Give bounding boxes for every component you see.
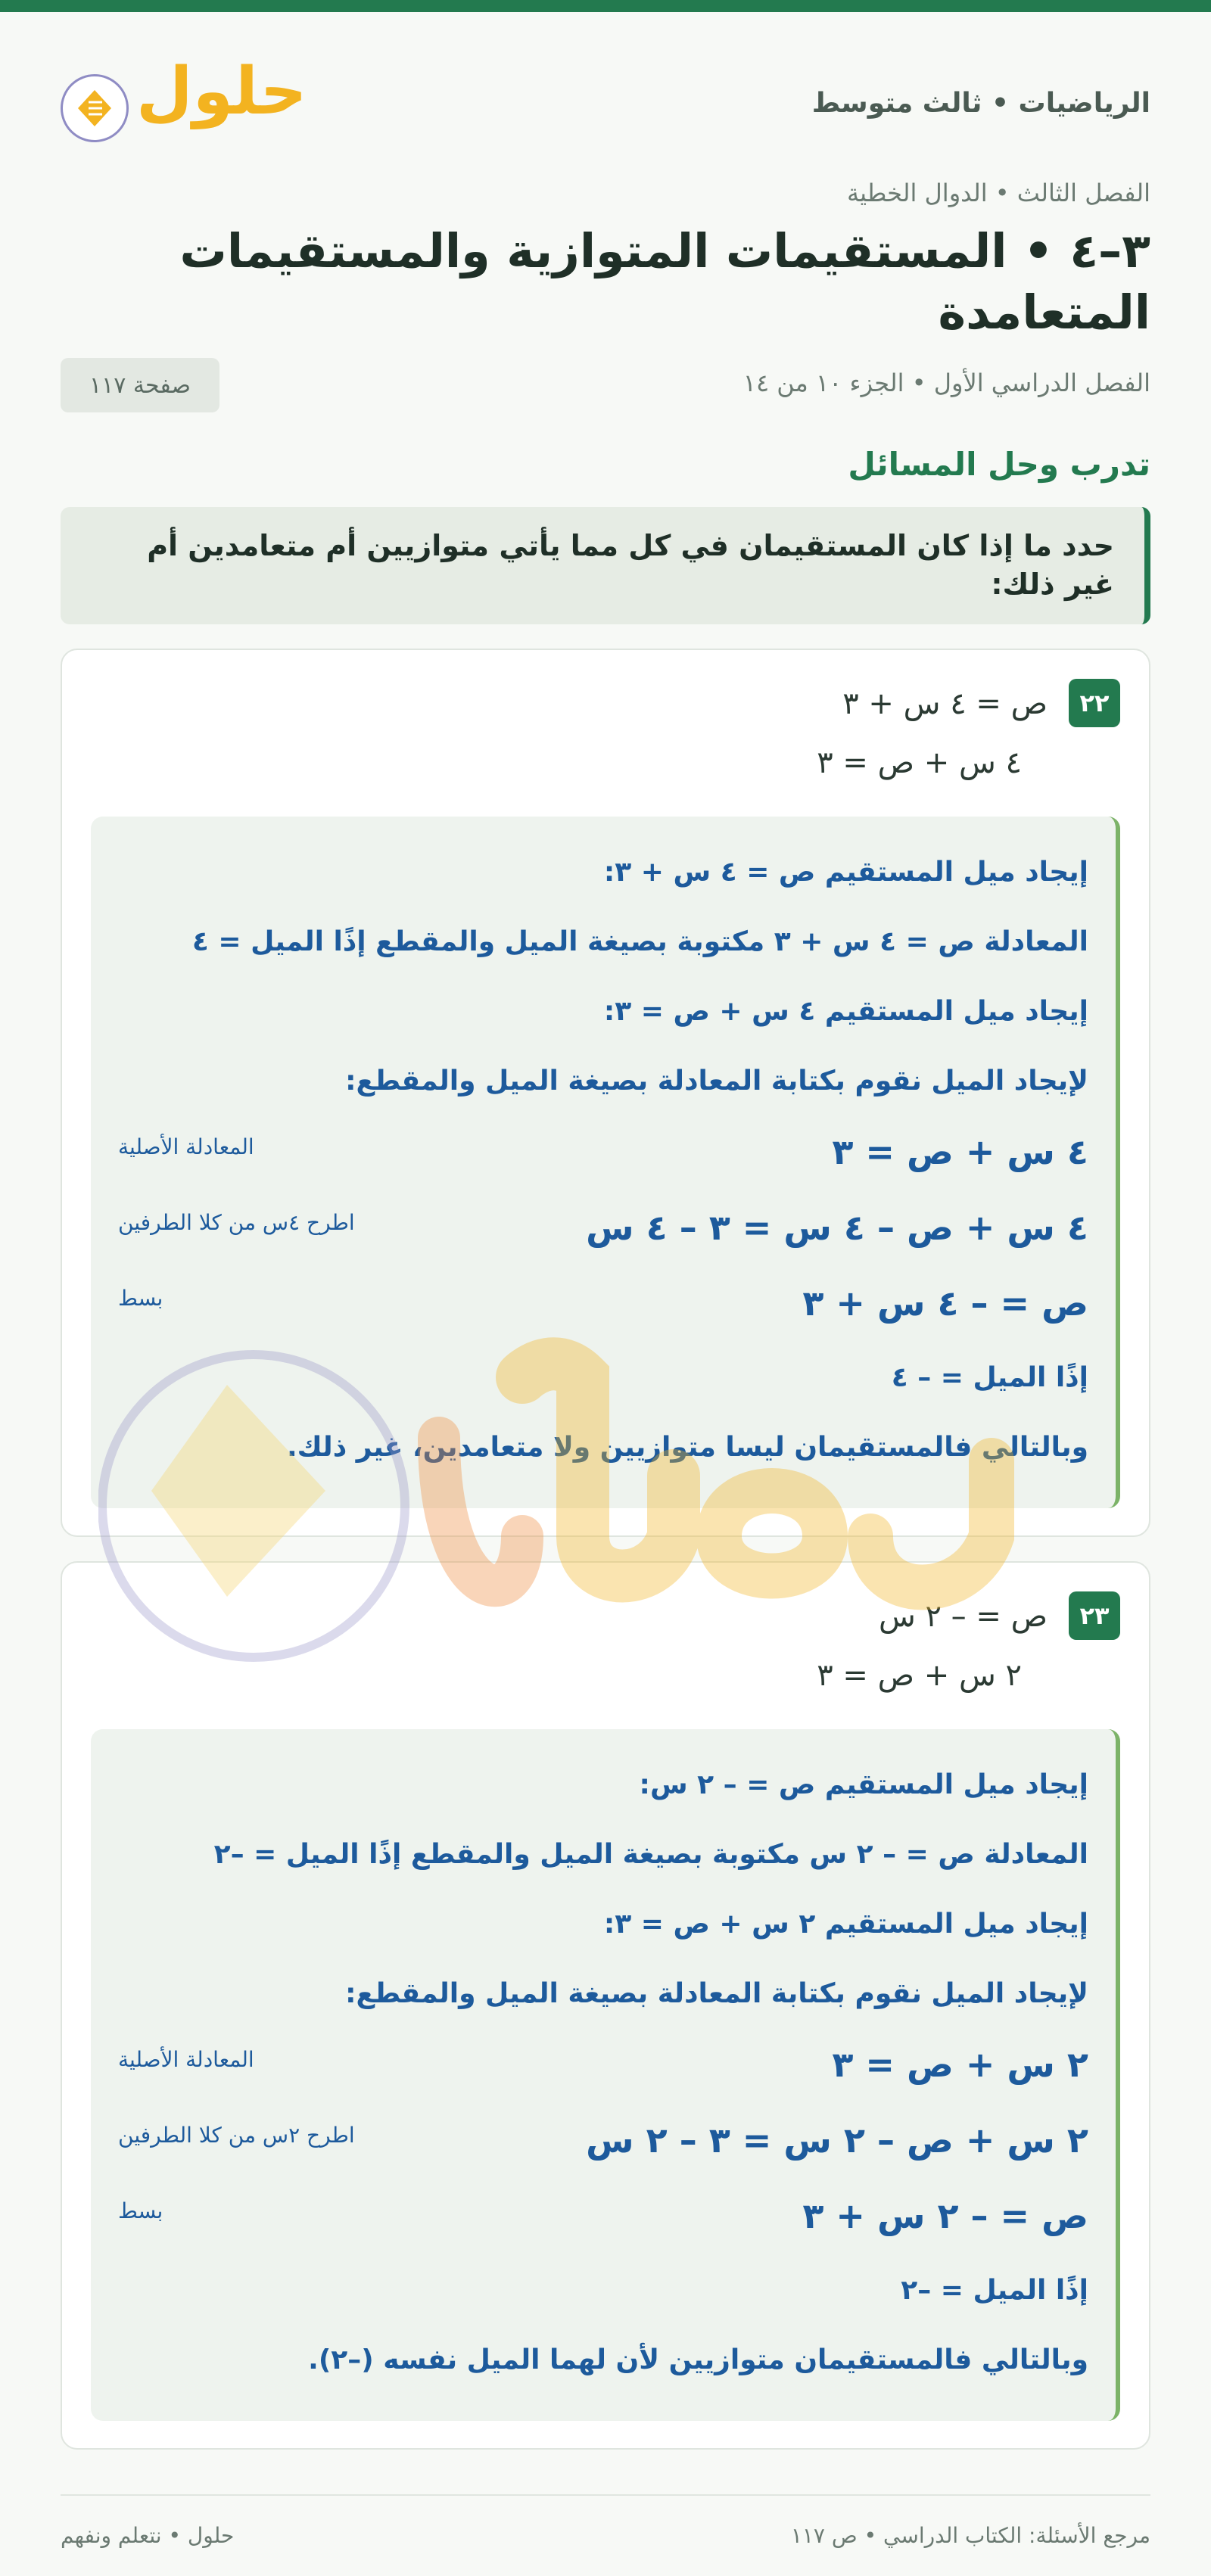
- solution-line: لإيجاد الميل نقوم بكتابة المعادلة بصيغة الميل والمقطع:: [345, 1065, 1088, 1097]
- solution-step: [118, 2029, 1088, 2105]
- semester-label: الفصل الدراسي الأول • الجزء ١٠ من ١٤: [742, 369, 1150, 398]
- question-card: [61, 1561, 1150, 2450]
- question-header: [91, 1591, 1120, 1723]
- step-equation: ص = – ٤ س + ٣: [802, 1282, 1088, 1324]
- question-equation-1: ص = – ٢ س: [878, 1598, 1048, 1634]
- solution-step: [118, 1268, 1088, 1343]
- solution-conclusion: وبالتالي فالمستقيمان ليسا متوازيين ولا متعامدين، غير ذلك.: [286, 1431, 1088, 1463]
- solution-box: [91, 1729, 1120, 2421]
- solution-line: إذًا الميل = –٢: [901, 2274, 1088, 2306]
- page-content: [0, 12, 1211, 2450]
- footer-reference: مرجع الأسئلة: الكتاب الدراسي • ص ١١٧: [790, 2523, 1150, 2548]
- step-equation: ٢ س + ص = ٣: [832, 2043, 1088, 2085]
- solution-line: المعادلة ص = ٤ س + ٣ مكتوبة بصيغة الميل والمقطع إذًا الميل = ٤: [191, 926, 1088, 957]
- logo-wordmark: حلول: [136, 54, 307, 129]
- step-equation: ٤ س + ص – ٤ س = ٣ – ٤ س: [586, 1206, 1088, 1248]
- step-note: بسط: [118, 2198, 163, 2223]
- page-title: ٣–٤ • المستقيمات المتوازية والمستقيمات المتعامدة: [179, 223, 1150, 340]
- step-note: اطرح ٤س من كلا الطرفين: [118, 1209, 355, 1235]
- solution-line: لإيجاد الميل نقوم بكتابة المعادلة بصيغة الميل والمقطع:: [345, 1977, 1088, 2009]
- solution-line: إذًا الميل = – ٤: [891, 1361, 1088, 1393]
- step-note: اطرح ٢س من كلا الطرفين: [118, 2122, 355, 2148]
- step-note: المعادلة الأصلية: [118, 1134, 254, 1159]
- solution-box: [91, 817, 1120, 1508]
- solution-step: [118, 2105, 1088, 2180]
- instruction-box: حدد ما إذا كان المستقيمان في كل مما يأتي متوازيين أم متعامدين أم غير ذلك:: [61, 507, 1150, 624]
- question-card: [61, 649, 1150, 1537]
- solution-conclusion: وبالتالي فالمستقيمان متوازيين لأن لهما الميل نفسه (–٢).: [308, 2344, 1088, 2375]
- page-badge: صفحة ١١٧: [61, 358, 219, 412]
- section-title: تدرب وحل المسائل: [848, 446, 1150, 484]
- question-number-badge: ٢٣: [1069, 1591, 1120, 1640]
- page-header: [61, 12, 1150, 173]
- question-number-badge: ٢٢: [1069, 679, 1120, 727]
- book-icon: [61, 74, 129, 142]
- solution-step: [118, 1192, 1088, 1268]
- question-equation-2: ٢ س + ص = ٣: [817, 1657, 1022, 1693]
- question-equation-2: ٤ س + ص = ٣: [817, 745, 1022, 780]
- page-footer: [61, 2494, 1150, 2558]
- solution-line: المعادلة ص = – ٢ س مكتوبة بصيغة الميل والمقطع إذًا الميل = –٢: [213, 1838, 1088, 1870]
- step-equation: ص = – ٢ س + ٣: [802, 2195, 1088, 2236]
- solution-step: [118, 1116, 1088, 1192]
- top-accent-bar: [0, 0, 1211, 12]
- step-equation: ٢ س + ص – ٢ س = ٣ – ٢ س: [586, 2119, 1088, 2161]
- step-note: المعادلة الأصلية: [118, 2046, 254, 2072]
- solution-step: [118, 2180, 1088, 2256]
- question-header: [91, 679, 1120, 810]
- subject-label: الرياضيات • ثالث متوسط: [811, 88, 1150, 119]
- solution-line: إيجاد ميل المستقيم ٢ س + ص = ٣:: [603, 1908, 1088, 1940]
- solution-line: إيجاد ميل المستقيم ص = ٤ س + ٣:: [603, 856, 1088, 888]
- breadcrumb: الفصل الثالث • الدوال الخطية: [847, 179, 1150, 207]
- solution-line: إيجاد ميل المستقيم ص = – ٢ س:: [639, 1769, 1088, 1800]
- site-logo[interactable]: [61, 54, 307, 144]
- solution-line: إيجاد ميل المستقيم ٤ س + ص = ٣:: [603, 995, 1088, 1027]
- step-equation: ٤ س + ص = ٣: [832, 1131, 1088, 1172]
- step-note: بسط: [118, 1285, 163, 1311]
- question-equation-1: ص = ٤ س + ٣: [842, 686, 1048, 721]
- footer-brand: حلول • نتعلم ونفهم: [61, 2523, 235, 2548]
- meta-row: [61, 358, 1150, 412]
